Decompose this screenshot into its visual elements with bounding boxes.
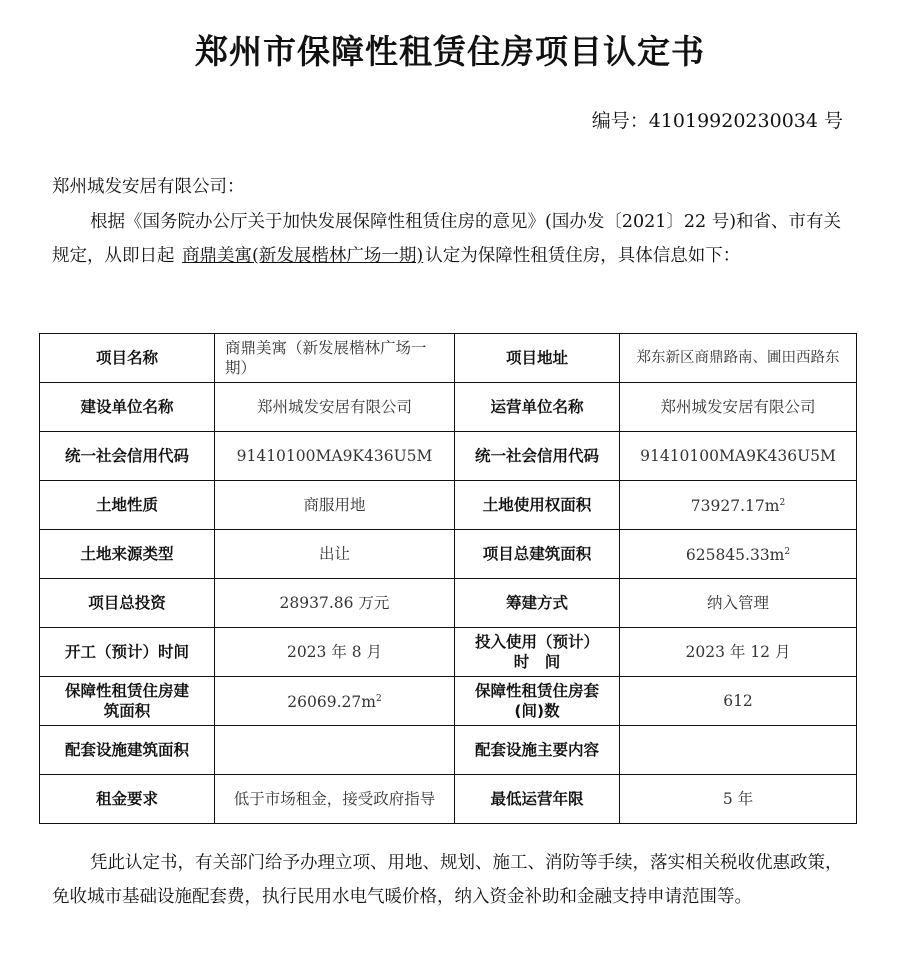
- intro-text-before: 根据《国务院办公厅关于加快发展保障性租赁住房的意见》(国办发〔2021〕22 号)和省、市有关规定，从即日起: [52, 212, 842, 266]
- label-cell: 筹建方式: [455, 579, 620, 628]
- table-row: [40, 677, 857, 726]
- intro-text-after: 认定为保障性租赁住房，具体信息如下：: [425, 246, 741, 266]
- value-cell: 612: [620, 677, 857, 726]
- value-cell: 郑州城发安居有限公司: [620, 383, 857, 432]
- addressee: 郑州城发安居有限公司：: [52, 177, 245, 197]
- value-cell: [620, 726, 857, 775]
- area-value: 625845.33m: [685, 546, 785, 565]
- value-cell: 出让: [215, 530, 455, 579]
- table-row: [40, 775, 857, 824]
- label-cell: 配套设施主要内容: [455, 726, 620, 775]
- closing-paragraph: 凭此认定书，有关部门给予办理立项、用地、规划、施工、消防等手续，落实相关税收优惠政策，免收城市基础设施配套费，执行民用水电气暖价格，纳入资金补助和金融支持申请范围等。: [52, 853, 843, 907]
- label-cell: 建设单位名称: [40, 383, 215, 432]
- label-cell: 项目总建筑面积: [455, 530, 620, 579]
- table-row: [40, 628, 857, 677]
- table-row: [40, 334, 857, 383]
- value-cell: [620, 530, 857, 579]
- value-cell: 商服用地: [215, 481, 455, 530]
- unit-superscript: 2: [784, 547, 791, 558]
- label-cell: 运营单位名称: [455, 383, 620, 432]
- value-cell: 28937.86 万元: [215, 579, 455, 628]
- label-cell: 统一社会信用代码: [455, 432, 620, 481]
- value-cell: 91410100MA9K436U5M: [620, 432, 857, 481]
- label-cell: 开工（预计）时间: [40, 628, 215, 677]
- label-cell: 项目总投资: [40, 579, 215, 628]
- value-cell: 5 年: [620, 775, 857, 824]
- value-cell: 2023 年 8 月: [215, 628, 455, 677]
- value-cell: [215, 677, 455, 726]
- value-cell: 91410100MA9K436U5M: [215, 432, 455, 481]
- table-row: [40, 579, 857, 628]
- label-cell: 统一社会信用代码: [40, 432, 215, 481]
- label-cell: 配套设施建筑面积: [40, 726, 215, 775]
- intro-paragraph: [52, 205, 852, 273]
- value-cell: 低于市场租金，接受政府指导: [215, 775, 455, 824]
- value-cell: 商鼎美寓（新发展楷林广场一期）: [215, 334, 455, 383]
- table-row: [40, 383, 857, 432]
- label-cell: 最低运营年限: [455, 775, 620, 824]
- unit-superscript: 2: [375, 694, 382, 705]
- table-row: [40, 481, 857, 530]
- label-cell: 投入使用（预计）时 间: [455, 628, 620, 677]
- value-cell: [620, 481, 857, 530]
- label-cell: 项目名称: [40, 334, 215, 383]
- label-cell: 项目地址: [455, 334, 620, 383]
- label-cell: 保障性租赁住房建筑面积: [40, 677, 215, 726]
- value-cell: 郑东新区商鼎路南、圃田西路东: [620, 334, 857, 383]
- serial-number: 编号：41019920230034 号: [591, 110, 843, 132]
- document-title: 郑州市保障性租赁住房项目认定书: [195, 32, 705, 71]
- label-cell: 租金要求: [40, 775, 215, 824]
- project-name-underlined: 商鼎美寓(新发展楷林广场一期): [182, 246, 424, 266]
- area-value: 73927.17m: [690, 497, 780, 516]
- table-row: [40, 530, 857, 579]
- value-cell: 纳入管理: [620, 579, 857, 628]
- label-cell: 土地使用权面积: [455, 481, 620, 530]
- value-cell: 郑州城发安居有限公司: [215, 383, 455, 432]
- value-cell: 2023 年 12 月: [620, 628, 857, 677]
- table-row: [40, 726, 857, 775]
- label-cell: 土地性质: [40, 481, 215, 530]
- area-value: 26069.27m: [287, 693, 376, 712]
- label-cell: 保障性租赁住房套(间)数: [455, 677, 620, 726]
- value-cell: [215, 726, 455, 775]
- label-cell: 土地来源类型: [40, 530, 215, 579]
- unit-superscript: 2: [779, 498, 786, 509]
- table-row: [40, 432, 857, 481]
- project-info-table: [39, 333, 857, 824]
